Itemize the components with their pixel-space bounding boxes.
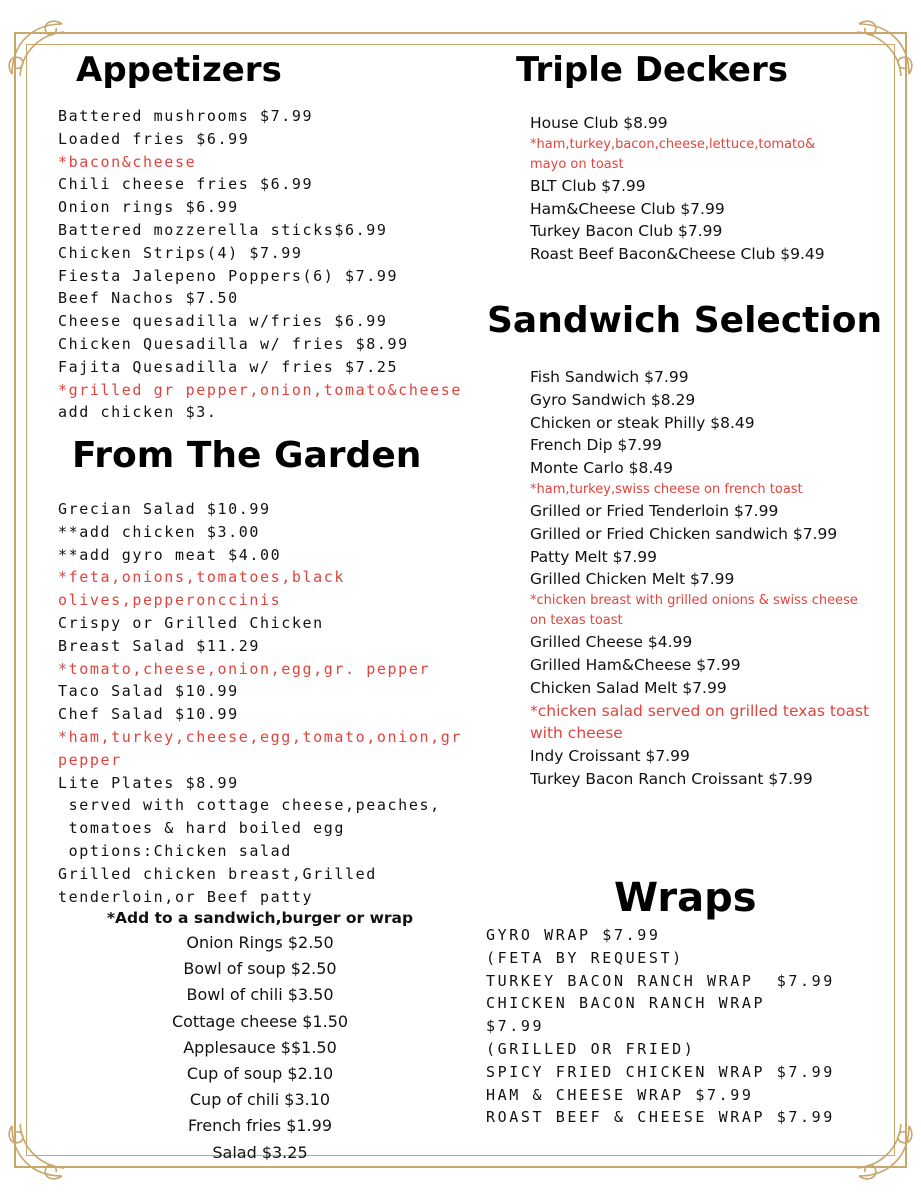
wraps-list bbox=[486, 924, 906, 1129]
menu-item: Grilled or Fried Chicken sandwich $7.99 bbox=[530, 524, 838, 543]
menu-item: Fish Sandwich $7.99 bbox=[530, 368, 689, 386]
menu-item: **add gyro meat $4.00 bbox=[58, 545, 282, 564]
addon-item: Applesauce $$1.50 bbox=[183, 1037, 337, 1057]
garden-list bbox=[58, 498, 498, 908]
corner-flourish-icon bbox=[2, 14, 72, 84]
appetizers-heading: Appetizers bbox=[76, 50, 282, 90]
menu-item: tomatoes & hard boiled egg bbox=[58, 819, 346, 838]
menu-item: Fajita Quesadilla w/ fries $7.25 bbox=[58, 357, 399, 376]
wrap-item: GYRO WRAP $7.99 bbox=[486, 926, 661, 944]
triple-deckers-heading: Triple Deckers bbox=[516, 50, 788, 90]
menu-item: served with cottage cheese,peaches, bbox=[58, 796, 441, 815]
menu-item: Indy Croissant $7.99 bbox=[530, 747, 690, 766]
menu-item: Taco Salad $10.99 bbox=[58, 682, 239, 701]
sandwich-heading: Sandwich Selection bbox=[487, 300, 883, 341]
menu-item-note: pepper bbox=[58, 750, 122, 769]
wrap-item: TURKEY BACON RANCH WRAP $7.99 bbox=[486, 971, 835, 990]
menu-item: Lite Plates $8.99 bbox=[58, 773, 239, 792]
menu-item-note: with cheese bbox=[530, 724, 623, 743]
addon-item: Cup of soup $2.10 bbox=[186, 1064, 334, 1084]
menu-item-note: *grilled gr pepper,onion,tomato&cheese bbox=[58, 380, 462, 399]
menu-item: Beef Nachos $7.50 bbox=[58, 289, 239, 308]
wrap-item: $7.99 bbox=[486, 1017, 545, 1036]
menu-item: Turkey Bacon Ranch Croissant $7.99 bbox=[530, 769, 813, 788]
addon-item: Bowl of chili $3.50 bbox=[186, 985, 334, 1005]
garden-heading: From The Garden bbox=[72, 435, 422, 476]
menu-item: Chili cheese fries $6.99 bbox=[58, 175, 314, 194]
menu-item: Chicken Quesadilla w/ fries $8.99 bbox=[58, 334, 409, 353]
menu-item-note: *ham,turkey,swiss cheese on french toast bbox=[530, 481, 803, 497]
menu-item: Onion rings $6.99 bbox=[58, 198, 239, 217]
menu-item-note: olives,pepperonccinis bbox=[58, 591, 282, 610]
addon-item: Bowl of soup $2.50 bbox=[183, 959, 337, 979]
addon-item: Cottage cheese $1.50 bbox=[171, 1011, 349, 1031]
wraps-heading: Wraps bbox=[614, 875, 757, 921]
menu-item-note: *chicken salad served on grilled texas toast bbox=[530, 701, 870, 720]
menu-item: Fiesta Jalepeno Poppers(6) $7.99 bbox=[58, 266, 399, 285]
menu-item: tenderloin,or Beef patty bbox=[58, 887, 314, 906]
addon-item: Cup of chili $3.10 bbox=[189, 1090, 331, 1110]
menu-item: Grilled or Fried Tenderloin $7.99 bbox=[530, 501, 779, 520]
menu-item: Battered mushrooms $7.99 bbox=[58, 107, 314, 125]
menu-item: add chicken $3. bbox=[58, 403, 218, 422]
menu-item: House Club $8.99 bbox=[530, 114, 668, 132]
menu-item: Battered mozzerella sticks$6.99 bbox=[58, 220, 388, 239]
menu-item-note: *tomato,cheese,onion,egg,gr. pepper bbox=[58, 659, 431, 678]
wrap-item: SPICY FRIED CHICKEN WRAP $7.99 bbox=[486, 1062, 835, 1081]
wrap-item: (GRILLED OR FRIED) bbox=[486, 1039, 696, 1058]
addons-heading: *Add to a sandwich,burger or wrap bbox=[106, 909, 414, 927]
menu-item-note: on texas toast bbox=[530, 613, 623, 629]
addons-list bbox=[90, 930, 430, 1166]
wrap-item: ROAST BEEF & CHEESE WRAP $7.99 bbox=[486, 1108, 835, 1127]
menu-item: Chef Salad $10.99 bbox=[58, 705, 239, 724]
wrap-item: CHICKEN BACON RANCH WRAP bbox=[486, 994, 766, 1013]
menu-item: Grilled Ham&Cheese $7.99 bbox=[530, 655, 741, 674]
sandwich-list bbox=[530, 366, 900, 791]
menu-item: Crispy or Grilled Chicken bbox=[58, 613, 324, 632]
menu-item: Grilled Chicken Melt $7.99 bbox=[530, 570, 735, 589]
menu-item: Ham&Cheese Club $7.99 bbox=[530, 199, 725, 218]
menu-item-note: *ham,turkey,bacon,cheese,lettuce,tomato& bbox=[530, 136, 816, 152]
menu-item-note: *chicken breast with grilled onions & swiss cheese bbox=[530, 593, 858, 609]
menu-item: Monte Carlo $8.49 bbox=[530, 459, 674, 478]
menu-item: French Dip $7.99 bbox=[530, 436, 662, 455]
menu-item: Chicken Salad Melt $7.99 bbox=[530, 678, 727, 697]
corner-flourish-icon bbox=[849, 14, 919, 84]
menu-item: BLT Club $7.99 bbox=[530, 176, 646, 195]
menu-item: options:Chicken salad bbox=[58, 841, 292, 860]
addon-item: Onion Rings $2.50 bbox=[186, 933, 334, 952]
menu-item: Cheese quesadilla w/fries $6.99 bbox=[58, 312, 388, 331]
menu-item-note: *feta,onions,tomatoes,black bbox=[58, 568, 346, 587]
menu-item: Grilled Cheese $4.99 bbox=[530, 633, 693, 652]
triple-deckers-list bbox=[530, 112, 890, 266]
addons-section bbox=[60, 906, 430, 1166]
menu-item: Gyro Sandwich $8.29 bbox=[530, 390, 696, 409]
menu-item: Chicken or steak Philly $8.49 bbox=[530, 413, 755, 432]
menu-item: Turkey Bacon Club $7.99 bbox=[530, 222, 723, 241]
addon-item: French fries $1.99 bbox=[188, 1116, 332, 1136]
menu-item: Loaded fries $6.99 bbox=[58, 129, 250, 148]
menu-item: Chicken Strips(4) $7.99 bbox=[58, 243, 303, 262]
appetizers-list bbox=[58, 105, 498, 424]
wrap-item: (FETA BY REQUEST) bbox=[486, 948, 684, 967]
menu-item-note: *bacon&cheese bbox=[58, 152, 197, 171]
menu-item-note: mayo on toast bbox=[530, 156, 624, 172]
menu-item: **add chicken $3.00 bbox=[58, 522, 260, 541]
menu-item: Breast Salad $11.29 bbox=[58, 636, 260, 655]
menu-item-note: *ham,turkey,cheese,egg,tomato,onion,gr bbox=[58, 727, 462, 746]
menu-item: Grilled chicken breast,Grilled bbox=[58, 864, 377, 883]
menu-item: Patty Melt $7.99 bbox=[530, 547, 657, 566]
wrap-item: HAM & CHEESE WRAP $7.99 bbox=[486, 1085, 754, 1104]
addon-item: Salad $3.25 bbox=[212, 1142, 308, 1162]
menu-item: Grecian Salad $10.99 bbox=[58, 500, 271, 518]
menu-item: Roast Beef Bacon&Cheese Club $9.49 bbox=[530, 245, 825, 264]
